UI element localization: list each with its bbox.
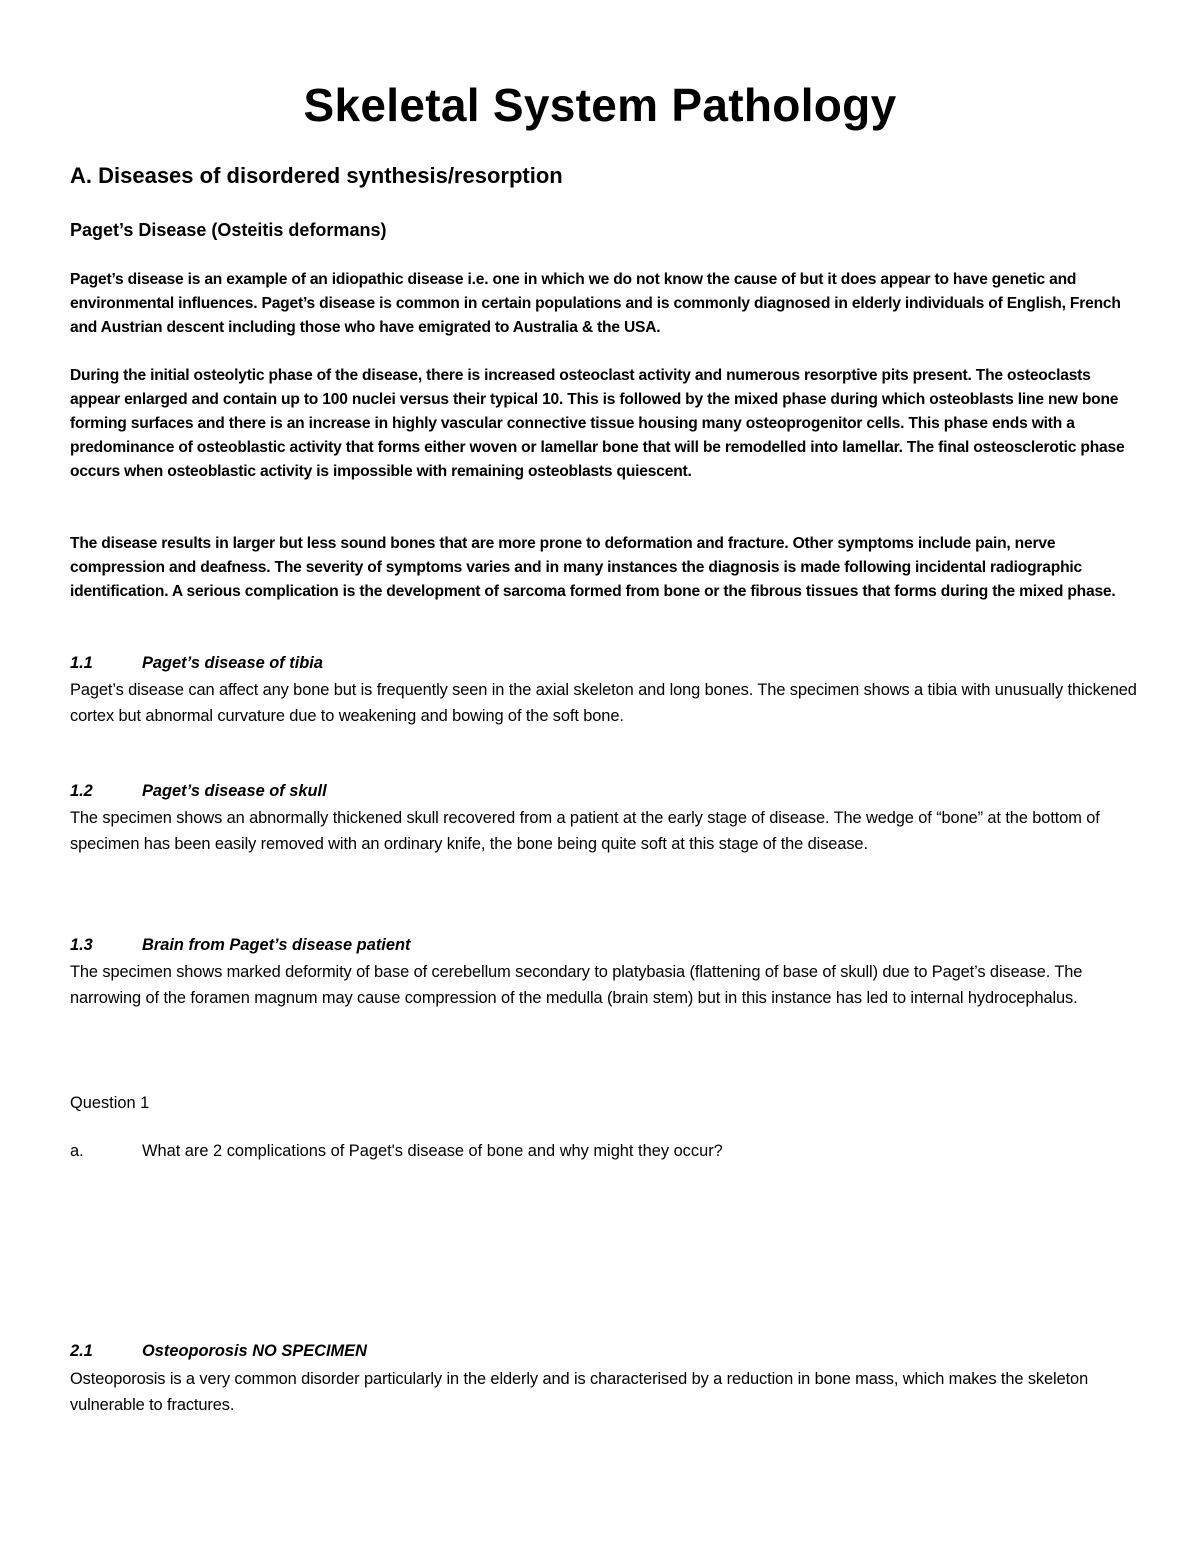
specimen-text-1-2: The specimen shows an abnormally thickened skull recovered from a patient at the early stage of disease. The wedge of “bone” at the bottom of specimen has been easily removed with an ordinary knife, the bone being quite soft at this stage of the disease.: [70, 809, 1100, 853]
specimen-text-1-3: The specimen shows marked deformity of base of cerebellum secondary to platybasia (flattening of base of skull) due to Paget’s disease. The narrowing of the foramen magnum may cause compression of the medulla (brain stem) but in this instance has led to internal hydrocephalus.: [70, 963, 1083, 1007]
specimen-number: 1.3: [70, 936, 93, 954]
question-text: What are 2 complications of Paget's disease of bone and why might they occur?: [142, 1142, 723, 1160]
specimen-text-1-1: Paget’s disease can affect any bone but is frequently seen in the axial skeleton and long bones. The specimen shows a tibia with unusually thickened cortex but abnormal curvature due to weakening and bowing of the soft bone.: [70, 681, 1137, 725]
intro-paragraph-1: Paget’s disease is an example of an idiopathic disease i.e. one in which we do not know the cause of but it does appear to have genetic and environmental influences. Paget’s disease is common in certain populations and is commonly diagnosed in elderly individuals of English, French and Austrian descent including those who have emigrated to Australia & the USA.: [70, 271, 1121, 336]
question-item-a: [70, 1142, 723, 1161]
specimen-title: Brain from Paget’s disease patient: [142, 936, 411, 954]
intro-paragraph-3: The disease results in larger but less sound bones that are more prone to deformation and fracture. Other symptoms include pain, nerve compression and deafness. The severity of symptoms varies and in many instances the diagnosis is made following incidental radiographic identification. A serious complication is the development of sarcoma formed from bone or the fibrous tissues that forms during the mixed phase.: [70, 535, 1116, 600]
specimen-number: 1.1: [70, 654, 93, 672]
specimen-title: Osteoporosis NO SPECIMEN: [142, 1342, 367, 1360]
specimen-text-2-1: Osteoporosis is a very common disorder particularly in the elderly and is characterised by a reduction in bone mass, which makes the skeleton vulnerable to fractures.: [70, 1370, 1089, 1414]
question-label: Question 1: [70, 1094, 150, 1112]
specimen-title: Paget’s disease of tibia: [142, 654, 323, 672]
intro-paragraph-2: During the initial osteolytic phase of the disease, there is increased osteoclast activity and numerous resorptive pits present. The osteoclasts appear enlarged and contain up to 100 nuclei versus their typical 10. This is followed by the mixed phase during which osteoblasts line new bone forming surfaces and there is an increase in highly vascular connective tissue housing many osteoprogenitor cells. This phase ends with a predominance of osteoblastic activity that forms either woven or lamellar bone that will be remodelled into lamellar. The final osteosclerotic phase occurs when osteoblastic activity is impossible with remaining osteoblasts quiescent.: [70, 367, 1125, 480]
question-letter: a.: [70, 1142, 84, 1160]
specimen-number: 2.1: [70, 1342, 93, 1360]
specimen-heading-1-1: [70, 654, 323, 673]
specimen-heading-1-3: [70, 936, 410, 955]
specimen-heading-2-1: [70, 1342, 367, 1361]
pagets-disease-heading: Paget’s Disease (Osteitis deformans): [70, 220, 387, 240]
specimen-title: Paget’s disease of skull: [142, 782, 327, 800]
page-title: Skeletal System Pathology: [303, 79, 897, 131]
specimen-number: 1.2: [70, 782, 93, 800]
section-a-heading: A. Diseases of disordered synthesis/resorption: [70, 163, 563, 188]
specimen-heading-1-2: [70, 782, 327, 801]
